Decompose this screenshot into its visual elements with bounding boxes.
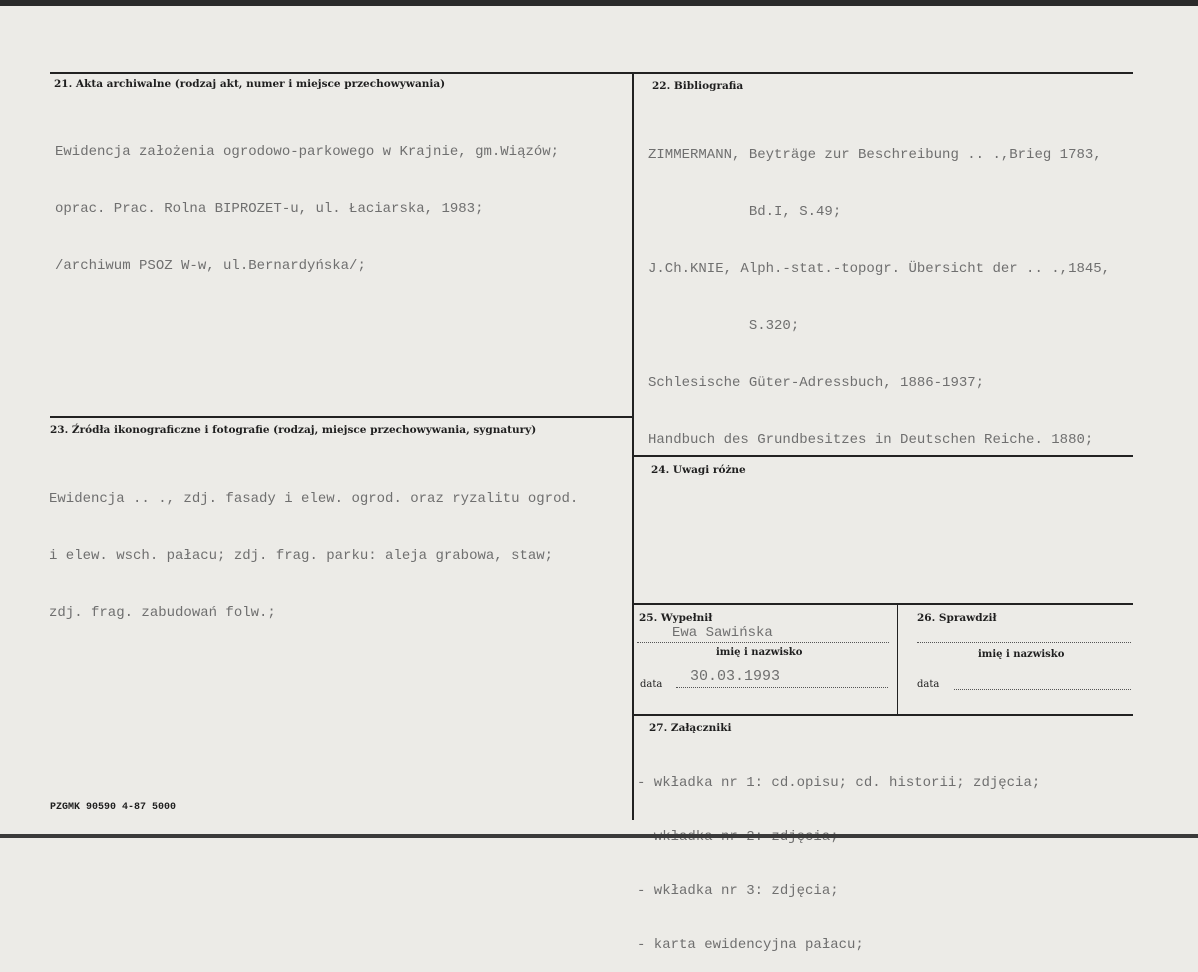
right-sign-rule — [633, 603, 1133, 605]
section-22-line: S.320; — [648, 318, 800, 334]
filled-by-name: Ewa Sawińska — [672, 625, 773, 641]
section-22-line: Bd.I, S.49; — [648, 204, 842, 220]
attachment-item: - wkładka nr 1: cd.opisu; cd. historii; zdjęcia; — [637, 775, 1041, 791]
checked-by-name-line — [917, 642, 1131, 643]
section-23-title: 23. Źródła ikonograficzne i fotografie (rodzaj, miejsce przechowywania, sygnatury) — [50, 424, 537, 436]
section-27-text — [637, 738, 1040, 972]
section-22-line: ZIMMERMANN, Beyträge zur Beschreibung .. .,Brieg 1783, — [648, 147, 1102, 163]
sign-divider — [897, 604, 898, 715]
top-rule — [50, 72, 1133, 74]
attachment-item: - wkładka nr 3: zdjęcia; — [637, 883, 839, 899]
checked-by-date-label: data — [917, 679, 940, 690]
section-23-text — [49, 452, 578, 642]
filled-by-date-line — [676, 687, 888, 688]
section-21-title: 21. Akta archiwalne (rodzaj akt, numer i miejsce przechowywania) — [54, 78, 446, 90]
right-attach-rule — [633, 714, 1133, 716]
section-22-text — [648, 108, 1110, 469]
left-mid-rule — [50, 416, 633, 418]
section-22-title: 22. Bibliografia — [652, 80, 744, 92]
section-21-line: /archiwum PSOZ W-w, ul.Bernardyńska/; — [55, 258, 366, 274]
filled-by-name-line — [637, 642, 889, 643]
section-26-title: 26. Sprawdził — [917, 612, 997, 624]
center-divider-lower — [632, 418, 634, 820]
print-code: PZGMK 90590 4-87 5000 — [50, 802, 177, 813]
center-divider-upper — [632, 73, 634, 418]
section-23-line: Ewidencja .. ., zdj. fasady i elew. ogrod. oraz ryzalitu ogrod. — [49, 491, 579, 507]
section-22-line: Handbuch des Grundbesitzes in Deutschen Reiche. 1880; — [648, 432, 1094, 448]
filled-by-name-caption: imię i nazwisko — [716, 647, 803, 658]
filled-by-date-label: data — [640, 679, 663, 690]
section-23-line: i elew. wsch. pałacu; zdj. frag. parku: aleja grabowa, staw; — [49, 548, 554, 564]
top-edge — [0, 0, 1198, 6]
checked-by-date-line — [954, 689, 1131, 690]
checked-by-name-caption: imię i nazwisko — [978, 649, 1065, 660]
attachment-item: - karta ewidencyjna pałacu; — [637, 937, 864, 953]
section-25-title: 25. Wypełnił — [639, 612, 713, 624]
section-22-line: J.Ch.KNIE, Alph.-stat.-topogr. Übersicht der .. .,1845, — [648, 261, 1111, 277]
section-21-line: oprac. Prac. Rolna BIPROZET-u, ul. Łaciarska, 1983; — [55, 201, 484, 217]
section-27-title: 27. Załączniki — [649, 722, 732, 734]
bottom-edge — [0, 834, 1198, 838]
section-21-text — [55, 105, 559, 295]
section-21-line: Ewidencja założenia ogrodowo-parkowego w Krajnie, gm.Wiązów; — [55, 144, 560, 160]
section-24-title: 24. Uwagi różne — [651, 464, 746, 476]
section-23-line: zdj. frag. zabudowań folw.; — [49, 605, 276, 621]
section-22-line: Schlesische Güter-Adressbuch, 1886-1937; — [648, 375, 985, 391]
filled-by-date-value: 30.03.1993 — [690, 668, 781, 685]
